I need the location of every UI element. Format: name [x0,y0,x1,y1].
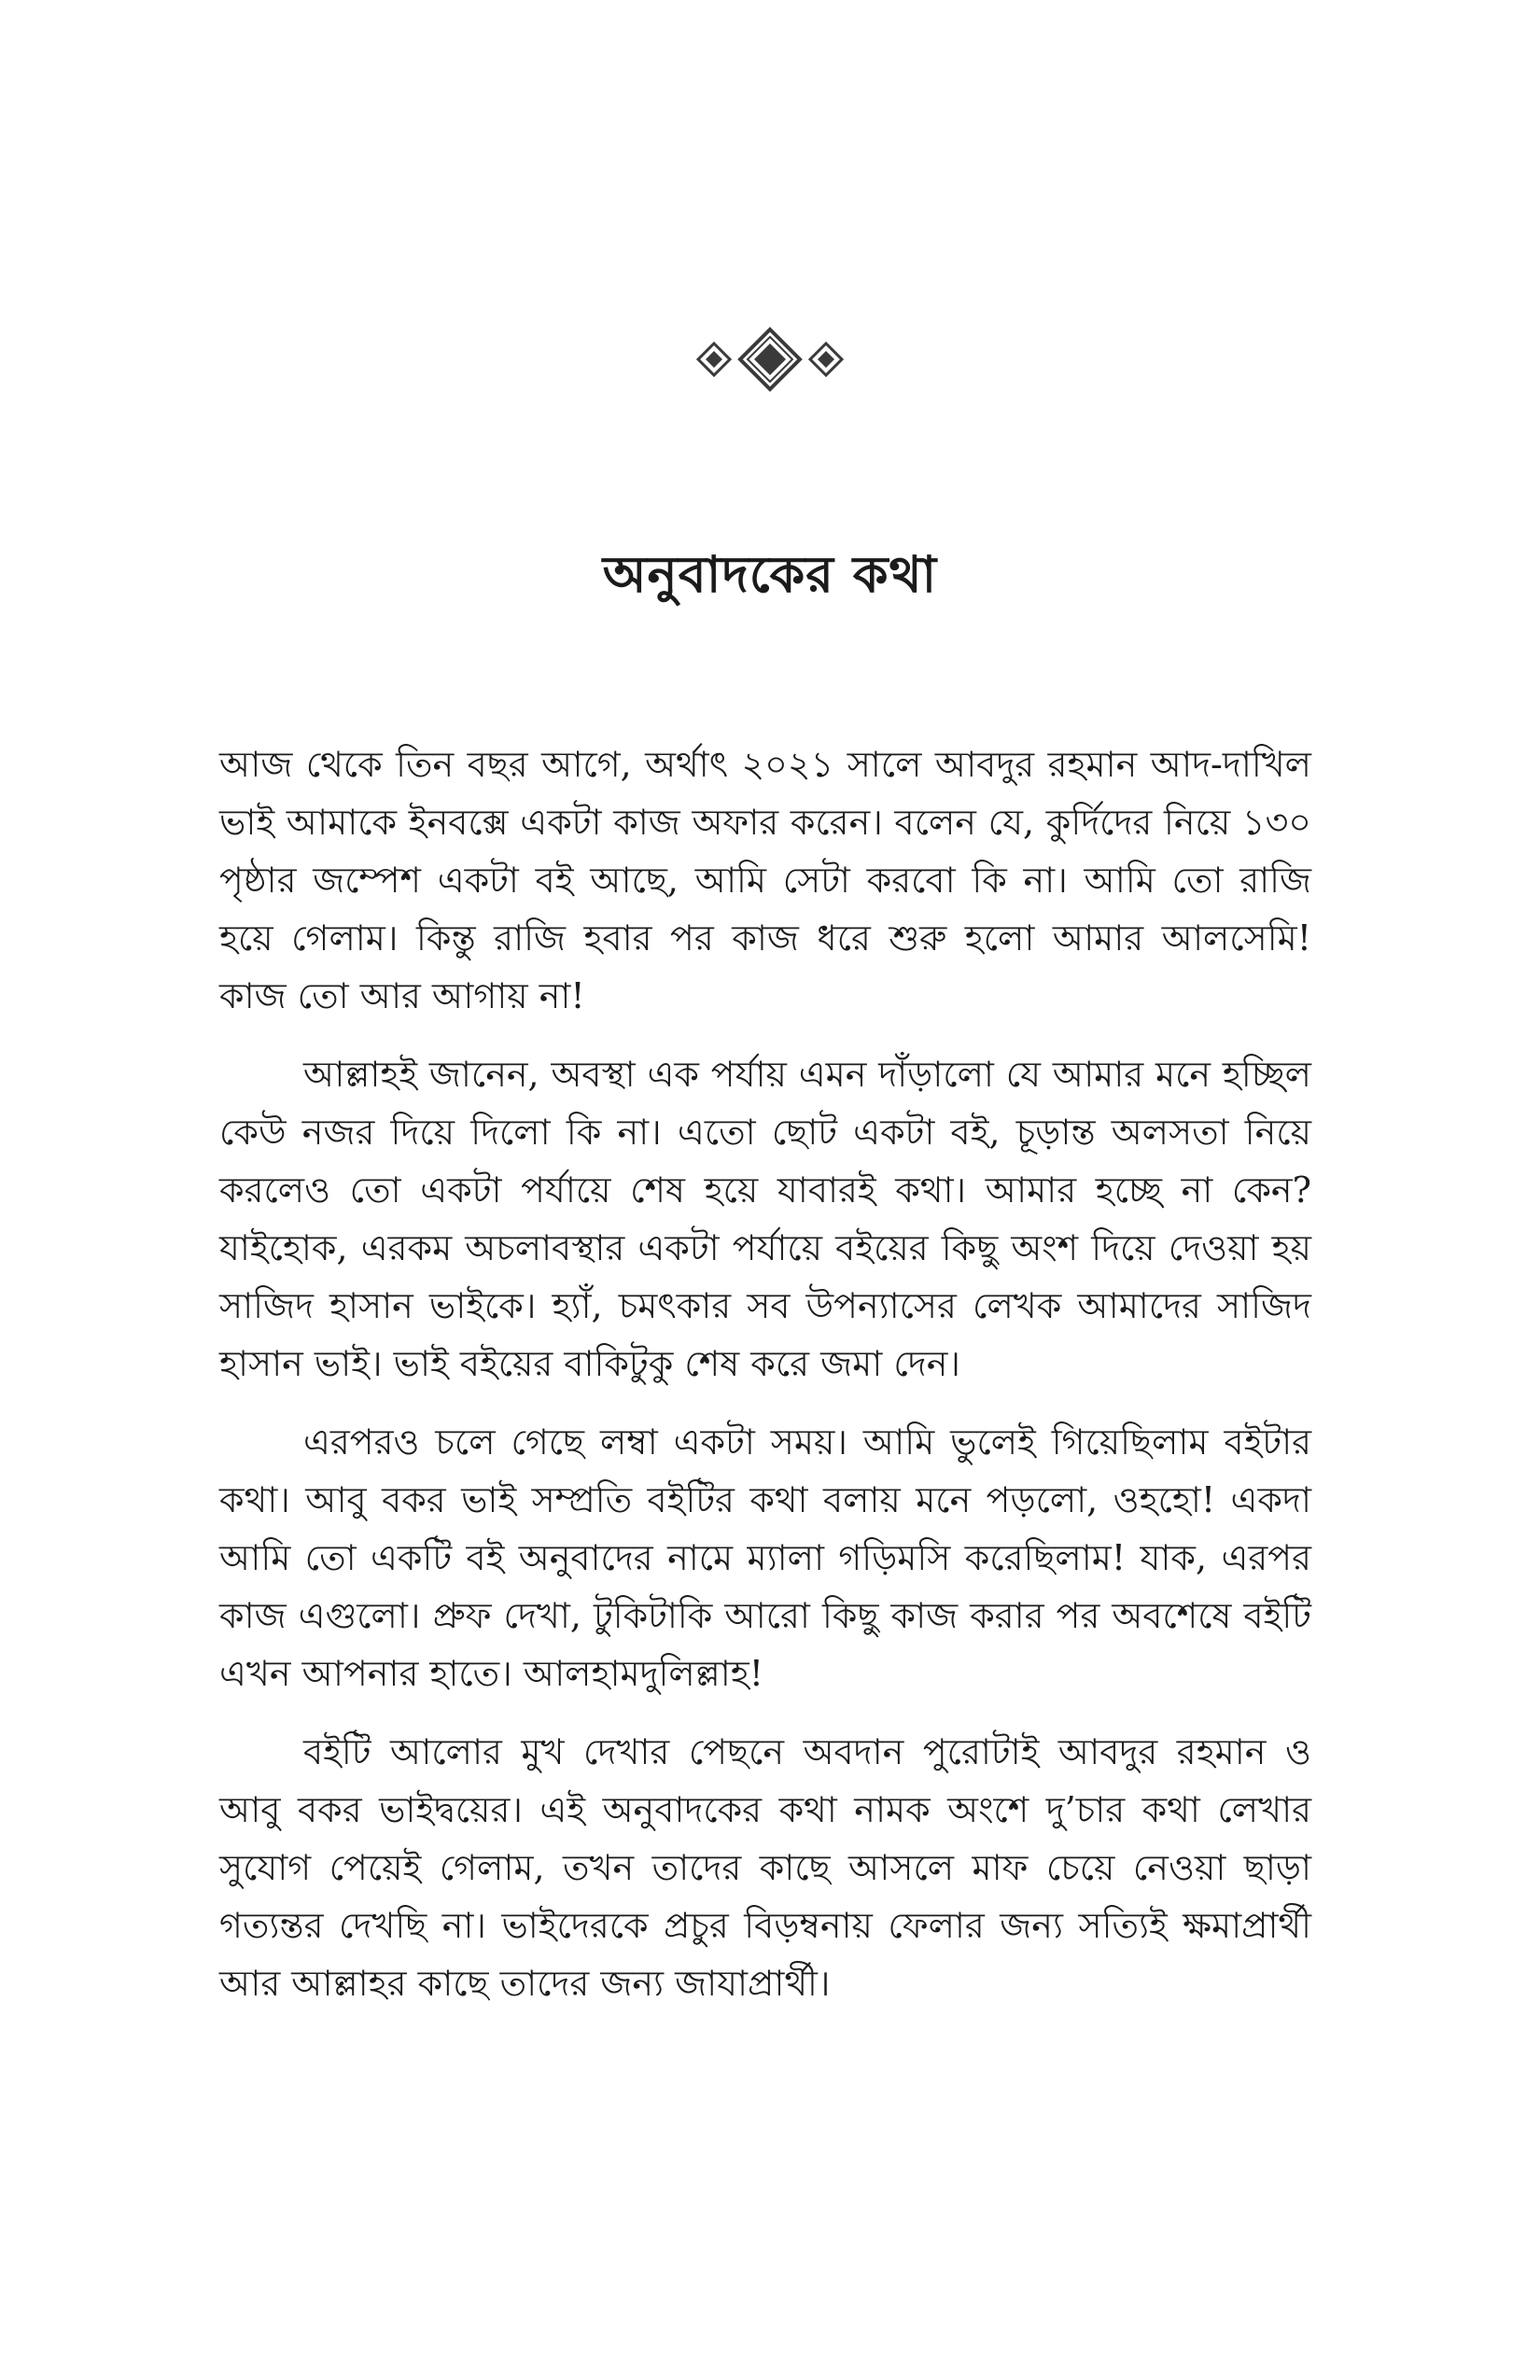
page-title: অনুবাদকের কথা [602,544,938,604]
three-diamond-ornament-icon [686,322,854,397]
ornament [0,322,1540,397]
paragraph: এরপরও চলে গেছে লম্বা একটা সময়। আমি ভুলেই গিয়েছিলাম বইটার কথা। আবু বকর ভাই সম্প্রতি বইটির কথা বলায় মনে পড়লো, ওহহো! একদা আমি তো একটি বই অনুবাদের নামে ম্যালা গড়িমসি করেছিলাম! যাক, এরপর কাজ এগুলো। প্রুফ দেখা, টুকিটাকি আরো কিছু কাজ করার পর অবশেষে বইটি এখন আপনার হাতে। আলহামদুলিল্লাহ! [219,1421,1311,1694]
body-text [219,735,1311,2033]
paragraph: আজ থেকে তিন বছর আগে, অর্থাৎ ২০২১ সালে আবদুর রহমান আদ-দাখিল ভাই আমাকে ইনবক্সে একটা কাজ অফার করেন। বলেন যে, কুর্দিদের নিয়ে ১৩০ পৃষ্ঠার জম্পেশ একটা বই আছে, আমি সেটা করবো কি না। আমি তো রাজি হয়ে গেলাম। কিন্তু রাজি হবার পর কাজ ধরে শুরু হলো আমার আলসেমি! কাজ তো আর আগায় না! [219,744,1311,1016]
paragraph: বইটি আলোর মুখ দেখার পেছনে অবদান পুরোটাই আবদুর রহমান ও আবু বকর ভাইদ্বয়ের। এই অনুবাদকের কথা নামক অংশে দু’চার কথা লেখার সুযোগ পেয়েই গেলাম, তখন তাদের কাছে আসলে মাফ চেয়ে নেওয়া ছাড়া গত্যন্তর দেখছি না। ভাইদেরকে প্রচুর বিড়ম্বনায় ফেলার জন্য সত্যিই ক্ষমাপ্রার্থী আর আল্লাহর কাছে তাদের জন্য জাযাপ্রার্থী। [219,1731,1311,2004]
paragraph: আল্লাহই জানেন, অবস্থা এক পর্যায় এমন দাঁড়ালো যে আমার মনে হচ্ছিল কেউ নজর দিয়ে দিলো কি না। এতো ছোট একটা বই, চূড়ান্ত অলসতা নিয়ে করলেও তো একটা পর্যায়ে শেষ হয়ে যাবারই কথা। আমার হচ্ছে না কেন? যাইহোক, এরকম অচলাবস্থার একটা পর্যায়ে বইয়ের কিছু অংশ দিয়ে দেওয়া হয় সাজিদ হাসান ভাইকে। হ্যাঁ, চমৎকার সব উপন্যাসের লেখক আমাদের সাজিদ হাসান ভাই। ভাই বইয়ের বাকিটুকু শেষ করে জমা দেন। [219,1054,1311,1384]
